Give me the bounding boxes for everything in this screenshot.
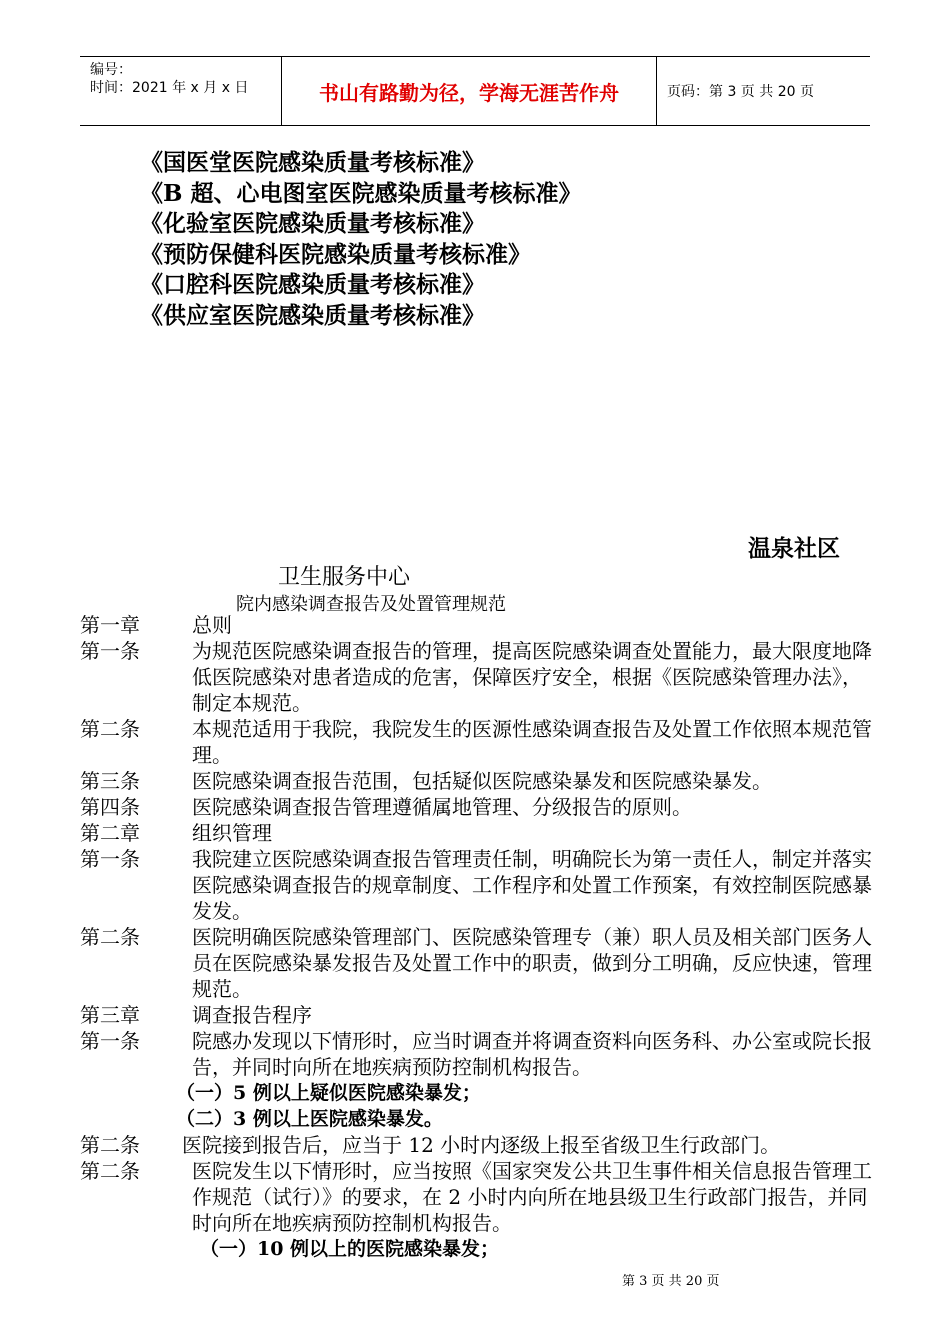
page-footer: 第 3 页 共 20 页 bbox=[622, 1274, 720, 1289]
section-row bbox=[80, 716, 880, 768]
standard-title: 《口腔科医院感染质量考核标准》 bbox=[140, 271, 485, 298]
org-name-line2: 卫生服务中心 bbox=[278, 565, 411, 590]
section-text: 院感办发现以下情形时，应当时调查并将调查资料向医务科、办公室或院长报告，并同时向所在地疾病预防控制机构报告。 bbox=[192, 1029, 872, 1079]
list-item: （一）5 例以上疑似医院感染暴发； bbox=[176, 1082, 481, 1104]
section-label: 第一章 bbox=[80, 613, 140, 637]
section-text: 医院感染调查报告范围，包括疑似医院感染暴发和医院感染暴发。 bbox=[192, 769, 772, 793]
section-row bbox=[80, 794, 880, 820]
section-text: 医院发生以下情形时，应当按照《国家突发公共卫生事件相关信息报告管理工作规范（试行）》的要求，在 2 小时内向所在地县级卫生行政部门报告，并同时向所在地疾病预防控制机构报告。 bbox=[192, 1159, 872, 1235]
section-label: 第二条 bbox=[80, 717, 140, 741]
section-text: 医院接到报告后，应当于 12 小时内逐级上报至省级卫生行政部门。 bbox=[182, 1133, 781, 1157]
section-label: 第一条 bbox=[80, 847, 140, 871]
standard-title: 《供应室医院感染质量考核标准》 bbox=[140, 301, 485, 329]
list-item: （二）3 例以上医院感染暴发。 bbox=[176, 1108, 443, 1130]
standards-list bbox=[140, 148, 581, 331]
section-row bbox=[80, 1132, 880, 1158]
section-text: 总则 bbox=[192, 613, 232, 637]
section-label: 第二章 bbox=[80, 821, 140, 845]
section-row bbox=[80, 638, 880, 716]
header-motto: 书山有路勤为径，学海无涯苦作舟 bbox=[282, 57, 657, 125]
section-row bbox=[80, 1028, 880, 1080]
section-row bbox=[80, 924, 880, 1002]
section-row bbox=[80, 1002, 880, 1028]
org-name-line1: 温泉社区 bbox=[748, 535, 840, 562]
section-row bbox=[80, 846, 880, 924]
header-meta bbox=[80, 57, 282, 125]
document-body bbox=[80, 612, 880, 1262]
section-label: 第二条 bbox=[80, 925, 140, 949]
section-label: 第四条 bbox=[80, 795, 140, 819]
section-label: 第三章 bbox=[80, 1003, 140, 1027]
number-label: 编号： bbox=[90, 62, 132, 78]
section-label: 第一条 bbox=[80, 639, 140, 663]
standard-title: 《化验室医院感染质量考核标准》 bbox=[140, 210, 485, 237]
section-row bbox=[80, 612, 880, 638]
standard-title: 《B 超、心电图室医院感染质量考核标准》 bbox=[140, 179, 582, 207]
list-item: （一）10 例以上的医院感染暴发； bbox=[200, 1238, 500, 1260]
header-page-info: 页码：第 3 页 共 20 页 bbox=[667, 84, 814, 100]
section-text: 本规范适用于我院，我院发生的医源性感染调查报告及处置工作依照本规范管理。 bbox=[192, 717, 872, 767]
section-row bbox=[80, 820, 880, 846]
section-text: 医院感染调查报告管理遵循属地管理、分级报告的原则。 bbox=[192, 795, 692, 819]
standard-title: 《国医堂医院感染质量考核标准》 bbox=[140, 149, 485, 176]
section-label: 第二条 bbox=[80, 1159, 140, 1183]
section-row bbox=[80, 1158, 880, 1236]
document-title: 院内感染调查报告及处置管理规范 bbox=[236, 594, 506, 615]
section-text: 医院明确医院感染管理部门、医院感染管理专（兼）职人员及相关部门医务人员在医院感染暴发报告及处置工作中的职责，做到分工明确，反应快速，管理规范。 bbox=[192, 925, 872, 1001]
page-header bbox=[80, 56, 870, 126]
section-row bbox=[80, 768, 880, 794]
section-label: 第一条 bbox=[80, 1029, 140, 1053]
section-text: 组织管理 bbox=[192, 821, 272, 845]
section-label: 第二条 bbox=[80, 1133, 140, 1157]
date-line: 时间：2021 年 x 月 x 日 bbox=[90, 80, 249, 96]
section-text: 调查报告程序 bbox=[192, 1003, 312, 1027]
section-text: 我院建立医院感染调查报告管理责任制，明确院长为第一责任人，制定并落实医院感染调查报告的规章制度、工作程序和处置工作预案，有效控制医院感暴发发。 bbox=[192, 847, 872, 923]
standard-title: 《预防保健科医院感染质量考核标准》 bbox=[140, 240, 531, 268]
section-label: 第三条 bbox=[80, 769, 140, 793]
section-text: 为规范医院感染调查报告的管理，提高医院感染调查处置能力，最大限度地降低医院感染对患者造成的危害，保障医疗安全，根据《医院感染管理办法》，制定本规范。 bbox=[192, 639, 872, 715]
